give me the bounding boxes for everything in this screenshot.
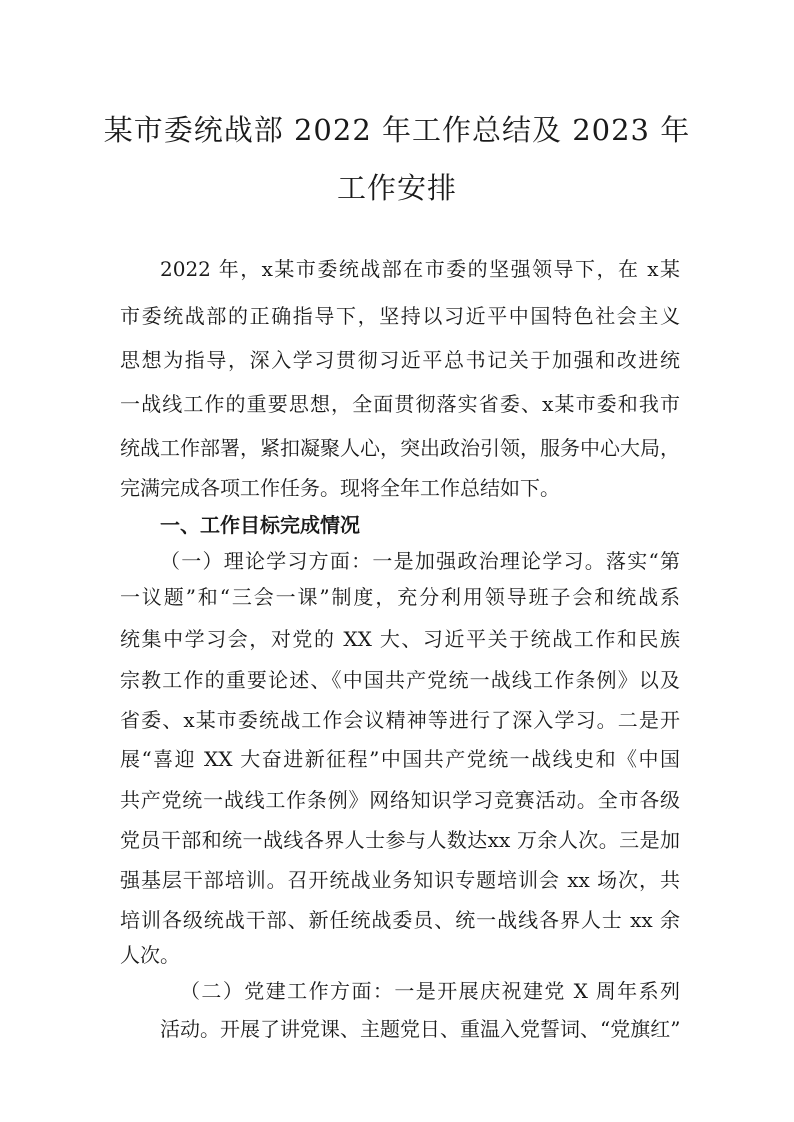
document-title-line-2: 工作安排 bbox=[336, 171, 457, 205]
section-heading: 一、工作目标完成情况 bbox=[160, 513, 360, 537]
paragraph-line: 市委统战部的正确指导下，坚持以习近平中国特色社会主义 bbox=[120, 304, 680, 328]
paragraph-line: 思想为指导，深入学习贯彻习近平总书记关于加强和改进统 bbox=[120, 348, 680, 372]
paragraph-line: 展“喜迎 XX 大奋进新征程”中国共产党统一战线史和《中国 bbox=[120, 747, 680, 771]
paragraph-line: 党员干部和统一战线各界人士参与人数达xx 万余人次。三是加 bbox=[120, 828, 680, 852]
paragraph-line: （一）理论学习方面：一是加强政治理论学习。落实“第 bbox=[160, 549, 680, 573]
paragraph-line: 省委、x某市委统战工作会议精神等进行了深入学习。二是开 bbox=[120, 708, 680, 732]
document-title-line-1: 某市委统战部 2022 年工作总结及 2023 年 bbox=[103, 113, 691, 147]
paragraph-line: 2022 年，x某市委统战部在市委的坚强领导下，在 x某 bbox=[160, 257, 680, 281]
paragraph-line: 活动。开展了讲党课、主题党日、重温入党誓词、“党旗红” bbox=[160, 1017, 681, 1041]
paragraph-line: 统战工作部署，紧扣凝聚人心，突出政治引领，服务中心大局， bbox=[120, 436, 680, 460]
paragraph-line: 统集中学习会，对党的 XX 大、习近平关于统战工作和民族 bbox=[120, 627, 680, 651]
paragraph-line: 完满完成各项工作任务。现将全年工作总结如下。 bbox=[120, 476, 560, 500]
paragraph-line: 培训各级统战干部、新任统战委员、统一战线各界人士 xx 余 bbox=[120, 908, 680, 932]
paragraph-line: （二）党建工作方面：一是开展庆祝建党 X 周年系列 bbox=[180, 979, 680, 1003]
paragraph-line: 一议题”和“三会一课”制度，充分利用领导班子会和统战系 bbox=[120, 585, 680, 609]
paragraph-line: 强基层干部培训。召开统战业务知识专题培训会 xx 场次，共 bbox=[120, 868, 680, 892]
paragraph-line: 一战线工作的重要思想，全面贯彻落实省委、x某市委和我市 bbox=[120, 392, 680, 416]
paragraph-line: 宗教工作的重要论述、《中国共产党统一战线工作条例》以及 bbox=[120, 668, 680, 692]
paragraph-line: 共产党统一战线工作条例》网络知识学习竞赛活动。全市各级 bbox=[120, 788, 680, 812]
paragraph-line: 人次。 bbox=[120, 943, 180, 967]
